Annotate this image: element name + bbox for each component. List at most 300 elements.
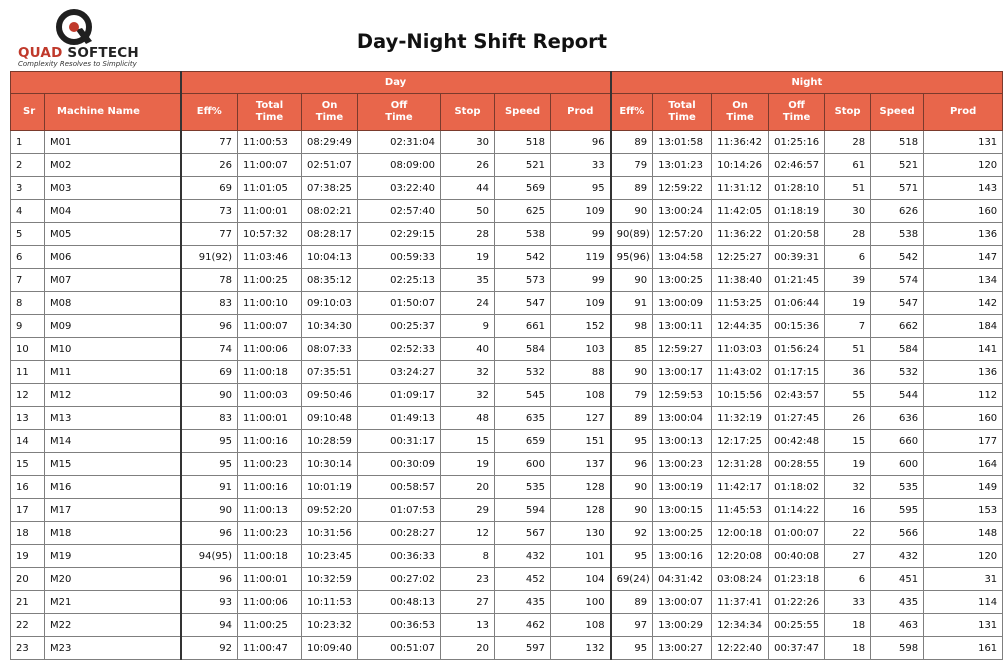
day-total-time-cell: 11:00:18 — [238, 361, 302, 384]
sr-cell: 19 — [11, 545, 45, 568]
column-header-row — [11, 94, 1003, 131]
night-speed-cell: 518 — [871, 131, 924, 154]
header-text-line1: On — [321, 100, 338, 111]
column-header-night-on-time — [712, 94, 769, 131]
day-eff-cell: 69 — [181, 361, 238, 384]
table-row — [11, 338, 1003, 361]
day-prod-cell: 152 — [551, 315, 611, 338]
day-speed-cell: 435 — [495, 591, 551, 614]
night-prod-cell: 31 — [924, 568, 1003, 591]
day-stop-cell: 48 — [441, 407, 495, 430]
sr-cell: 11 — [11, 361, 45, 384]
night-prod-cell: 184 — [924, 315, 1003, 338]
day-off-time-cell: 01:50:07 — [358, 292, 441, 315]
night-total-time-cell: 13:00:09 — [653, 292, 712, 315]
table-row — [11, 522, 1003, 545]
table-row — [11, 154, 1003, 177]
night-eff-cell: 90(89) — [611, 223, 653, 246]
day-speed-cell: 532 — [495, 361, 551, 384]
sr-cell: 1 — [11, 131, 45, 154]
machine-name-cell: M03 — [45, 177, 181, 200]
night-speed-cell: 566 — [871, 522, 924, 545]
night-eff-cell: 79 — [611, 154, 653, 177]
day-speed-cell: 545 — [495, 384, 551, 407]
night-prod-cell: 134 — [924, 269, 1003, 292]
day-eff-cell: 90 — [181, 499, 238, 522]
night-off-time-cell: 01:06:44 — [769, 292, 825, 315]
night-stop-cell: 22 — [825, 522, 871, 545]
day-total-time-cell: 11:00:07 — [238, 315, 302, 338]
machine-name-cell: M10 — [45, 338, 181, 361]
day-eff-cell: 77 — [181, 223, 238, 246]
day-stop-cell: 28 — [441, 223, 495, 246]
day-eff-cell: 96 — [181, 315, 238, 338]
column-header-night-eff: Eff% — [611, 94, 653, 131]
night-on-time-cell: 12:22:40 — [712, 637, 769, 660]
day-speed-cell: 567 — [495, 522, 551, 545]
day-prod-cell: 137 — [551, 453, 611, 476]
day-eff-cell: 83 — [181, 292, 238, 315]
day-total-time-cell: 11:03:46 — [238, 246, 302, 269]
night-prod-cell: 131 — [924, 614, 1003, 637]
day-off-time-cell: 00:31:17 — [358, 430, 441, 453]
night-total-time-cell: 13:00:23 — [653, 453, 712, 476]
night-eff-cell: 91 — [611, 292, 653, 315]
day-speed-cell: 625 — [495, 200, 551, 223]
night-speed-cell: 547 — [871, 292, 924, 315]
header-text-line1: Total — [255, 100, 284, 111]
night-speed-cell: 636 — [871, 407, 924, 430]
day-total-time-cell: 11:00:01 — [238, 407, 302, 430]
night-total-time-cell: 13:00:17 — [653, 361, 712, 384]
day-total-time-cell: 11:00:53 — [238, 131, 302, 154]
day-off-time-cell: 00:36:53 — [358, 614, 441, 637]
night-on-time-cell: 11:03:03 — [712, 338, 769, 361]
day-stop-cell: 9 — [441, 315, 495, 338]
day-total-time-cell: 11:00:13 — [238, 499, 302, 522]
day-total-time-cell: 11:01:05 — [238, 177, 302, 200]
night-speed-cell: 435 — [871, 591, 924, 614]
day-eff-cell: 92 — [181, 637, 238, 660]
day-on-time-cell: 10:11:53 — [302, 591, 358, 614]
day-prod-cell: 101 — [551, 545, 611, 568]
day-off-time-cell: 03:22:40 — [358, 177, 441, 200]
night-total-time-cell: 13:00:11 — [653, 315, 712, 338]
day-stop-cell: 50 — [441, 200, 495, 223]
day-stop-cell: 24 — [441, 292, 495, 315]
night-speed-cell: 660 — [871, 430, 924, 453]
day-eff-cell: 73 — [181, 200, 238, 223]
night-stop-cell: 19 — [825, 453, 871, 476]
night-eff-cell: 89 — [611, 131, 653, 154]
machine-name-cell: M11 — [45, 361, 181, 384]
night-speed-cell: 574 — [871, 269, 924, 292]
table-row — [11, 453, 1003, 476]
day-off-time-cell: 00:30:09 — [358, 453, 441, 476]
night-eff-cell: 98 — [611, 315, 653, 338]
column-header-night-speed: Speed — [871, 94, 924, 131]
logo-brand-part2: SOFTECH — [67, 45, 139, 61]
night-eff-cell: 89 — [611, 407, 653, 430]
day-on-time-cell: 08:02:21 — [302, 200, 358, 223]
day-prod-cell: 130 — [551, 522, 611, 545]
night-eff-cell: 92 — [611, 522, 653, 545]
day-prod-cell: 95 — [551, 177, 611, 200]
night-on-time-cell: 11:45:53 — [712, 499, 769, 522]
day-stop-cell: 27 — [441, 591, 495, 614]
night-prod-cell: 160 — [924, 407, 1003, 430]
day-stop-cell: 40 — [441, 338, 495, 361]
day-speed-cell: 518 — [495, 131, 551, 154]
night-off-time-cell: 02:46:57 — [769, 154, 825, 177]
night-on-time-cell: 12:34:34 — [712, 614, 769, 637]
night-on-time-cell: 11:43:02 — [712, 361, 769, 384]
column-header-night-off-time — [769, 94, 825, 131]
day-stop-cell: 15 — [441, 430, 495, 453]
day-speed-cell: 600 — [495, 453, 551, 476]
day-speed-cell: 547 — [495, 292, 551, 315]
sr-cell: 21 — [11, 591, 45, 614]
night-total-time-cell: 13:00:25 — [653, 269, 712, 292]
day-stop-cell: 30 — [441, 131, 495, 154]
day-prod-cell: 109 — [551, 292, 611, 315]
night-eff-cell: 69(24) — [611, 568, 653, 591]
day-total-time-cell: 11:00:07 — [238, 154, 302, 177]
night-total-time-cell: 12:59:27 — [653, 338, 712, 361]
sr-cell: 4 — [11, 200, 45, 223]
night-speed-cell: 571 — [871, 177, 924, 200]
night-off-time-cell: 01:17:15 — [769, 361, 825, 384]
table-row — [11, 223, 1003, 246]
day-total-time-cell: 11:00:16 — [238, 476, 302, 499]
day-on-time-cell: 09:52:20 — [302, 499, 358, 522]
day-eff-cell: 96 — [181, 568, 238, 591]
day-total-time-cell: 11:00:16 — [238, 430, 302, 453]
night-total-time-cell: 12:59:53 — [653, 384, 712, 407]
night-stop-cell: 39 — [825, 269, 871, 292]
night-off-time-cell: 00:15:36 — [769, 315, 825, 338]
header-text-line2: Time — [782, 112, 811, 123]
night-off-time-cell: 01:00:07 — [769, 522, 825, 545]
day-total-time-cell: 11:00:23 — [238, 453, 302, 476]
night-off-time-cell: 01:21:45 — [769, 269, 825, 292]
table-row — [11, 246, 1003, 269]
night-total-time-cell: 13:00:04 — [653, 407, 712, 430]
day-eff-cell: 26 — [181, 154, 238, 177]
night-on-time-cell: 11:42:05 — [712, 200, 769, 223]
night-on-time-cell: 03:08:24 — [712, 568, 769, 591]
night-eff-cell: 95 — [611, 545, 653, 568]
table-row — [11, 614, 1003, 637]
night-off-time-cell: 00:40:08 — [769, 545, 825, 568]
table-row — [11, 292, 1003, 315]
table-row — [11, 315, 1003, 338]
day-prod-cell: 109 — [551, 200, 611, 223]
night-on-time-cell: 12:44:35 — [712, 315, 769, 338]
night-stop-cell: 55 — [825, 384, 871, 407]
column-header-machine-name: Machine Name — [45, 94, 181, 131]
day-off-time-cell: 01:09:17 — [358, 384, 441, 407]
day-on-time-cell: 10:09:40 — [302, 637, 358, 660]
night-speed-cell: 535 — [871, 476, 924, 499]
night-eff-cell: 85 — [611, 338, 653, 361]
night-total-time-cell: 13:00:13 — [653, 430, 712, 453]
sr-cell: 13 — [11, 407, 45, 430]
day-on-time-cell: 10:04:13 — [302, 246, 358, 269]
day-stop-cell: 20 — [441, 637, 495, 660]
day-eff-cell: 96 — [181, 522, 238, 545]
day-total-time-cell: 11:00:01 — [238, 568, 302, 591]
night-eff-cell: 79 — [611, 384, 653, 407]
day-prod-cell: 99 — [551, 269, 611, 292]
night-speed-cell: 595 — [871, 499, 924, 522]
header-text-line1: Total — [668, 100, 696, 111]
table-row — [11, 407, 1003, 430]
night-total-time-cell: 13:00:24 — [653, 200, 712, 223]
night-on-time-cell: 11:32:19 — [712, 407, 769, 430]
night-total-time-cell: 13:00:19 — [653, 476, 712, 499]
day-eff-cell: 95 — [181, 453, 238, 476]
night-off-time-cell: 01:18:19 — [769, 200, 825, 223]
day-on-time-cell: 09:10:03 — [302, 292, 358, 315]
night-on-time-cell: 11:38:40 — [712, 269, 769, 292]
day-prod-cell: 104 — [551, 568, 611, 591]
day-off-time-cell: 00:27:02 — [358, 568, 441, 591]
sr-cell: 2 — [11, 154, 45, 177]
sr-cell: 6 — [11, 246, 45, 269]
night-stop-cell: 26 — [825, 407, 871, 430]
night-prod-cell: 177 — [924, 430, 1003, 453]
machine-name-cell: M09 — [45, 315, 181, 338]
day-prod-cell: 132 — [551, 637, 611, 660]
day-eff-cell: 93 — [181, 591, 238, 614]
day-on-time-cell: 10:28:59 — [302, 430, 358, 453]
night-stop-cell: 18 — [825, 637, 871, 660]
sr-cell: 7 — [11, 269, 45, 292]
column-header-night-stop: Stop — [825, 94, 871, 131]
day-prod-cell: 33 — [551, 154, 611, 177]
day-off-time-cell: 02:31:04 — [358, 131, 441, 154]
night-prod-cell: 112 — [924, 384, 1003, 407]
night-off-time-cell: 02:43:57 — [769, 384, 825, 407]
table-row — [11, 384, 1003, 407]
report-title: Day-Night Shift Report — [356, 30, 608, 53]
day-stop-cell: 26 — [441, 154, 495, 177]
day-on-time-cell: 10:32:59 — [302, 568, 358, 591]
day-on-time-cell: 08:29:49 — [302, 131, 358, 154]
day-prod-cell: 108 — [551, 614, 611, 637]
column-header-sr: Sr — [11, 94, 45, 131]
day-speed-cell: 538 — [495, 223, 551, 246]
table-row — [11, 545, 1003, 568]
header-text-line2: Time — [668, 112, 696, 123]
day-eff-cell: 95 — [181, 430, 238, 453]
sr-cell: 22 — [11, 614, 45, 637]
night-stop-cell: 19 — [825, 292, 871, 315]
sr-cell: 23 — [11, 637, 45, 660]
night-prod-cell: 136 — [924, 223, 1003, 246]
night-off-time-cell: 01:27:45 — [769, 407, 825, 430]
day-off-time-cell: 00:48:13 — [358, 591, 441, 614]
day-total-time-cell: 10:57:32 — [238, 223, 302, 246]
machine-name-cell: M18 — [45, 522, 181, 545]
night-prod-cell: 147 — [924, 246, 1003, 269]
column-header-day-speed: Speed — [495, 94, 551, 131]
night-eff-cell: 96 — [611, 453, 653, 476]
day-on-time-cell: 07:38:25 — [302, 177, 358, 200]
machine-name-cell: M07 — [45, 269, 181, 292]
day-prod-cell: 99 — [551, 223, 611, 246]
machine-name-cell: M02 — [45, 154, 181, 177]
night-prod-cell: 164 — [924, 453, 1003, 476]
machine-name-cell: M21 — [45, 591, 181, 614]
day-on-time-cell: 10:34:30 — [302, 315, 358, 338]
day-speed-cell: 542 — [495, 246, 551, 269]
day-eff-cell: 90 — [181, 384, 238, 407]
night-on-time-cell: 12:25:27 — [712, 246, 769, 269]
night-prod-cell: 136 — [924, 361, 1003, 384]
machine-name-cell: M22 — [45, 614, 181, 637]
group-header-row — [11, 72, 1003, 94]
night-eff-cell: 90 — [611, 269, 653, 292]
night-off-time-cell: 01:56:24 — [769, 338, 825, 361]
logo-brand-part1: QUAD — [18, 45, 63, 61]
column-header-day-on-time — [302, 94, 358, 131]
night-prod-cell: 160 — [924, 200, 1003, 223]
day-off-time-cell: 00:28:27 — [358, 522, 441, 545]
day-stop-cell: 12 — [441, 522, 495, 545]
night-stop-cell: 15 — [825, 430, 871, 453]
night-speed-cell: 544 — [871, 384, 924, 407]
night-total-time-cell: 13:01:23 — [653, 154, 712, 177]
table-row — [11, 430, 1003, 453]
day-stop-cell: 35 — [441, 269, 495, 292]
day-eff-cell: 74 — [181, 338, 238, 361]
night-on-time-cell: 12:00:18 — [712, 522, 769, 545]
night-prod-cell: 149 — [924, 476, 1003, 499]
night-eff-cell: 95 — [611, 637, 653, 660]
day-speed-cell: 635 — [495, 407, 551, 430]
day-speed-cell: 597 — [495, 637, 551, 660]
sr-cell: 14 — [11, 430, 45, 453]
header-text-line2: Time — [315, 112, 344, 123]
night-eff-cell: 97 — [611, 614, 653, 637]
day-eff-cell: 78 — [181, 269, 238, 292]
group-header-night: Night — [611, 72, 1003, 94]
sr-cell: 16 — [11, 476, 45, 499]
night-prod-cell: 120 — [924, 154, 1003, 177]
night-prod-cell: 114 — [924, 591, 1003, 614]
column-header-night-prod: Prod — [924, 94, 1003, 131]
day-on-time-cell: 10:23:45 — [302, 545, 358, 568]
day-prod-cell: 127 — [551, 407, 611, 430]
machine-name-cell: M23 — [45, 637, 181, 660]
night-stop-cell: 28 — [825, 223, 871, 246]
night-stop-cell: 32 — [825, 476, 871, 499]
night-speed-cell: 532 — [871, 361, 924, 384]
night-stop-cell: 61 — [825, 154, 871, 177]
night-stop-cell: 7 — [825, 315, 871, 338]
day-on-time-cell: 07:35:51 — [302, 361, 358, 384]
machine-name-cell: M06 — [45, 246, 181, 269]
night-stop-cell: 16 — [825, 499, 871, 522]
day-stop-cell: 20 — [441, 476, 495, 499]
machine-name-cell: M08 — [45, 292, 181, 315]
machine-name-cell: M19 — [45, 545, 181, 568]
day-total-time-cell: 11:00:06 — [238, 338, 302, 361]
day-prod-cell: 119 — [551, 246, 611, 269]
sr-cell: 20 — [11, 568, 45, 591]
night-total-time-cell: 13:00:16 — [653, 545, 712, 568]
column-header-day-off-time — [358, 94, 441, 131]
machine-name-cell: M17 — [45, 499, 181, 522]
day-stop-cell: 32 — [441, 361, 495, 384]
shift-report-table — [10, 71, 1003, 660]
night-stop-cell: 30 — [825, 200, 871, 223]
day-speed-cell: 432 — [495, 545, 551, 568]
night-speed-cell: 600 — [871, 453, 924, 476]
night-speed-cell: 451 — [871, 568, 924, 591]
night-off-time-cell: 01:23:18 — [769, 568, 825, 591]
report-body — [11, 131, 1003, 660]
sr-cell: 3 — [11, 177, 45, 200]
night-off-time-cell: 00:42:48 — [769, 430, 825, 453]
day-total-time-cell: 11:00:18 — [238, 545, 302, 568]
sr-cell: 17 — [11, 499, 45, 522]
table-row — [11, 476, 1003, 499]
day-stop-cell: 23 — [441, 568, 495, 591]
night-prod-cell: 143 — [924, 177, 1003, 200]
night-eff-cell: 89 — [611, 177, 653, 200]
day-off-time-cell: 00:51:07 — [358, 637, 441, 660]
day-total-time-cell: 11:00:25 — [238, 614, 302, 637]
day-speed-cell: 462 — [495, 614, 551, 637]
night-prod-cell: 161 — [924, 637, 1003, 660]
night-stop-cell: 27 — [825, 545, 871, 568]
night-prod-cell: 131 — [924, 131, 1003, 154]
day-prod-cell: 108 — [551, 384, 611, 407]
night-on-time-cell: 12:20:08 — [712, 545, 769, 568]
night-speed-cell: 463 — [871, 614, 924, 637]
day-off-time-cell: 08:09:00 — [358, 154, 441, 177]
table-row — [11, 591, 1003, 614]
day-on-time-cell: 10:23:32 — [302, 614, 358, 637]
machine-name-cell: M13 — [45, 407, 181, 430]
sr-cell: 15 — [11, 453, 45, 476]
night-eff-cell: 90 — [611, 361, 653, 384]
table-row — [11, 499, 1003, 522]
day-off-time-cell: 00:36:33 — [358, 545, 441, 568]
sr-cell: 12 — [11, 384, 45, 407]
table-row — [11, 637, 1003, 660]
day-stop-cell: 29 — [441, 499, 495, 522]
header-text-line2: Time — [726, 112, 754, 123]
night-total-time-cell: 13:00:29 — [653, 614, 712, 637]
night-prod-cell: 153 — [924, 499, 1003, 522]
night-speed-cell: 626 — [871, 200, 924, 223]
night-speed-cell: 432 — [871, 545, 924, 568]
day-on-time-cell: 02:51:07 — [302, 154, 358, 177]
night-total-time-cell: 12:57:20 — [653, 223, 712, 246]
day-stop-cell: 32 — [441, 384, 495, 407]
day-off-time-cell: 02:29:15 — [358, 223, 441, 246]
machine-name-cell: M01 — [45, 131, 181, 154]
machine-name-cell: M16 — [45, 476, 181, 499]
night-off-time-cell: 00:37:47 — [769, 637, 825, 660]
night-eff-cell: 95 — [611, 430, 653, 453]
table-row — [11, 177, 1003, 200]
day-off-time-cell: 02:57:40 — [358, 200, 441, 223]
